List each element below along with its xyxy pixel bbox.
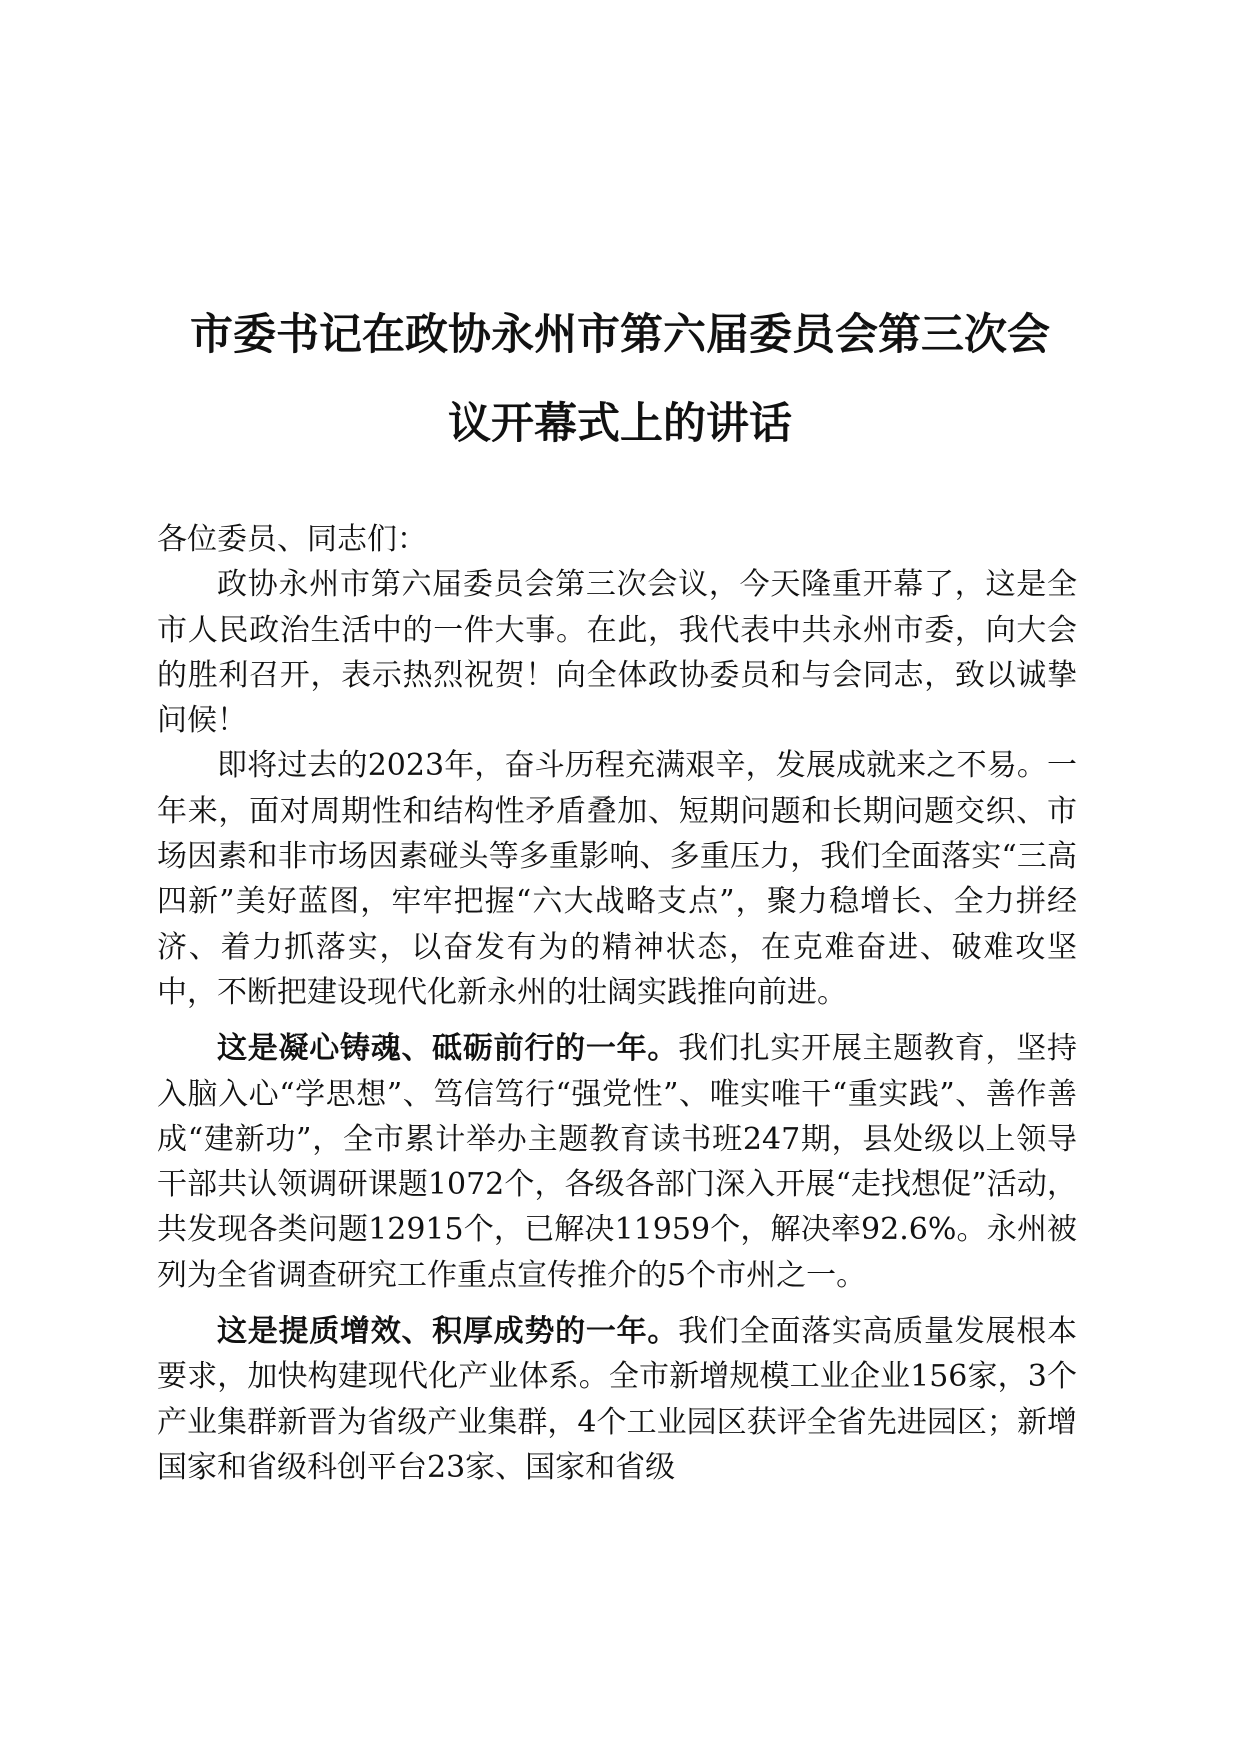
salutation: 各位委员、同志们： (157, 522, 427, 557)
document-title-line-2: 议开幕式上的讲话 (448, 399, 792, 449)
paragraph-lead: 这是凝心铸魂、砥砺前行的一年。 (217, 1031, 679, 1067)
document-title-line-1: 市委书记在政协永州市第六届委员会第三次会 (190, 310, 1050, 360)
paragraph-text: 政协永州市第六届委员会第三次会议，今天隆重开幕了，这是全市人民政治生活中的一件大事。在此，我代表中共永州市委，向大会的胜利召开，表示热烈祝贺！向全体政协委员和与会同志，致以诚挚问候！ (157, 567, 1077, 739)
paragraph-lead: 这是提质增效、积厚成势的一年。 (217, 1314, 679, 1350)
paragraph-text: 我们扎实开展主题教育，坚持入脑入心“学思想”、笃信笃行“强党性”、唯实唯干“重实践”、善作善成“建新功”，全市累计举办主题教育读书班247期，县处级以上领导干部共认领调研课题1072个，各级各部门深入开展“走找想促”活动，共发现各类问题12915个，已解决11959个，解决率92.6%。永州被列为全省调查研究工作重点宣传推介的5个市州之一。 (157, 1031, 1078, 1293)
paragraph-text: 我们全面落实高质量发展根本要求，加快构建现代化产业体系。全市新增规模工业企业156家，3个产业集群新晋为省级产业集群，4个工业园区获评全省先进园区；新增国家和省级科创平台23家、国家和省级 (157, 1314, 1078, 1485)
paragraph-review (157, 743, 1077, 1015)
paragraph-development (157, 1309, 1077, 1490)
paragraph-text: 即将过去的2023年，奋斗历程充满艰辛，发展成就来之不易。一年来，面对周期性和结构性矛盾叠加、短期问题和长期问题交织、市场因素和非市场因素碰头等多重影响、多重压力，我们全面落实“三高四新”美好蓝图，牢牢把握“六大战略支点”，聚力稳增长、全力拼经济、着力抓落实，以奋发有为的精神状态，在克难奋进、破难攻坚中，不断把建设现代化新永州的壮阔实践推向前进。 (157, 748, 1077, 1010)
paragraph-party-building (157, 1026, 1077, 1298)
paragraph-opening (157, 562, 1077, 743)
document-body (157, 517, 1077, 1490)
